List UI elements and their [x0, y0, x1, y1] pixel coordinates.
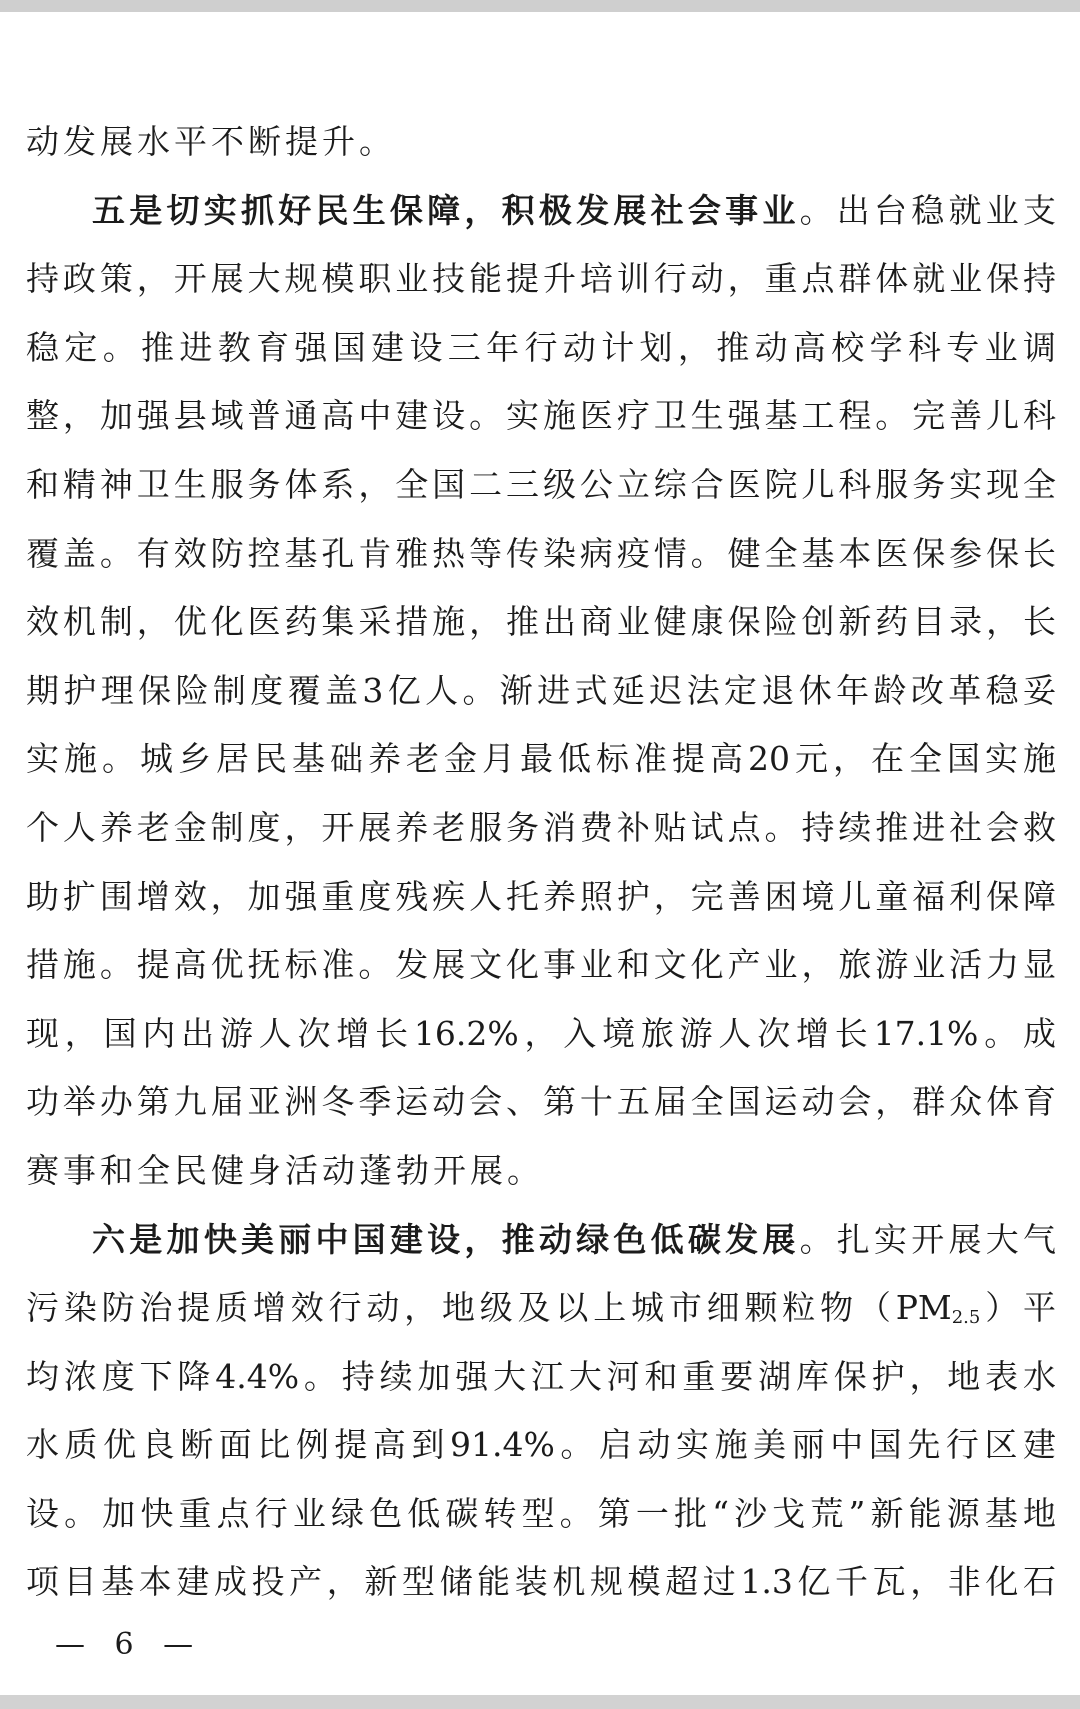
text-line: 措施。提高优抚标准。发展文化事业和文化产业，旅游业活力显 — [26, 945, 1056, 985]
text-line: 整，加强县域普通高中建设。实施医疗卫生强基工程。完善儿科 — [26, 396, 1056, 436]
text-line: 功举办第九届亚洲冬季运动会、第十五届全国运动会，群众体育 — [26, 1082, 1056, 1122]
text-line: 动发展水平不断提升。 — [26, 122, 396, 161]
text-line: 期护理保险制度覆盖3亿人。渐进式延迟法定退休年龄改革稳妥 — [26, 670, 1056, 710]
text-line: 个人养老金制度，开展养老服务消费补贴试点。持续推进社会救 — [26, 807, 1056, 847]
text-line: 均浓度下降4.4%。持续加强大江大河和重要湖库保护，地表水 — [26, 1356, 1056, 1396]
pm-line-before: 污染防治提质增效行动，地级及以上城市细颗粒物（PM — [26, 1288, 952, 1328]
text-line: 稳定。推进教育强国建设三年行动计划，推动高校学科专业调 — [26, 327, 1056, 367]
top-edge-strip — [0, 0, 1080, 12]
text-line: 和精神卫生服务体系，全国二三级公立综合医院儿科服务实现全 — [26, 464, 1056, 504]
text-line: 覆盖。有效防控基孔肯雅热等传染病疫情。健全基本医保参保长 — [26, 533, 1056, 573]
paragraph-5-heading: 五是切实抓好民生保障，积极发展社会事业 — [92, 190, 800, 230]
text-line: 项目基本建成投产，新型储能装机规模超过1.3亿千瓦，非化石 — [26, 1562, 1056, 1602]
text-line: 设。加快重点行业绿色低碳转型。第一批“沙戈荒”新能源基地 — [26, 1493, 1056, 1533]
paragraph-6-first-line-rest: 。扎实开展大气 — [799, 1219, 1056, 1259]
pm-line — [26, 1274, 1056, 1343]
text-line: 实施。城乡居民基础养老金月最低标准提高20元，在全国实施 — [26, 739, 1056, 779]
text-line: 持政策，开展大规模职业技能提升培训行动，重点群体就业保持 — [26, 259, 1056, 299]
text-line: 效机制，优化医药集采措施，推出商业健康保险创新药目录，长 — [26, 602, 1056, 642]
text-line: 助扩围增效，加强重度残疾人托养照护，完善困境儿童福利保障 — [26, 876, 1056, 916]
page-number: — 6 — — [55, 1627, 204, 1662]
bottom-edge-strip — [0, 1695, 1080, 1709]
text-line: 现，国内出游人次增长16.2%，入境旅游人次增长17.1%。成 — [26, 1013, 1056, 1053]
paragraph-6-heading: 六是加快美丽中国建设，推动绿色低碳发展 — [92, 1219, 800, 1259]
text-line: 水质优良断面比例提高到91.4%。启动实施美丽中国先行区建 — [26, 1425, 1056, 1465]
text-line: 赛事和全民健身活动蓬勃开展。 — [26, 1150, 544, 1190]
pm-line-after: ）平 — [980, 1288, 1056, 1328]
document-page — [26, 108, 1056, 1617]
paragraph-5-first-line — [26, 177, 1056, 246]
paragraph-6-first-line — [26, 1206, 1056, 1275]
paragraph-5-first-line-rest: 。出台稳就业支 — [799, 190, 1056, 230]
pm-subscript: 2.5 — [951, 1307, 981, 1329]
